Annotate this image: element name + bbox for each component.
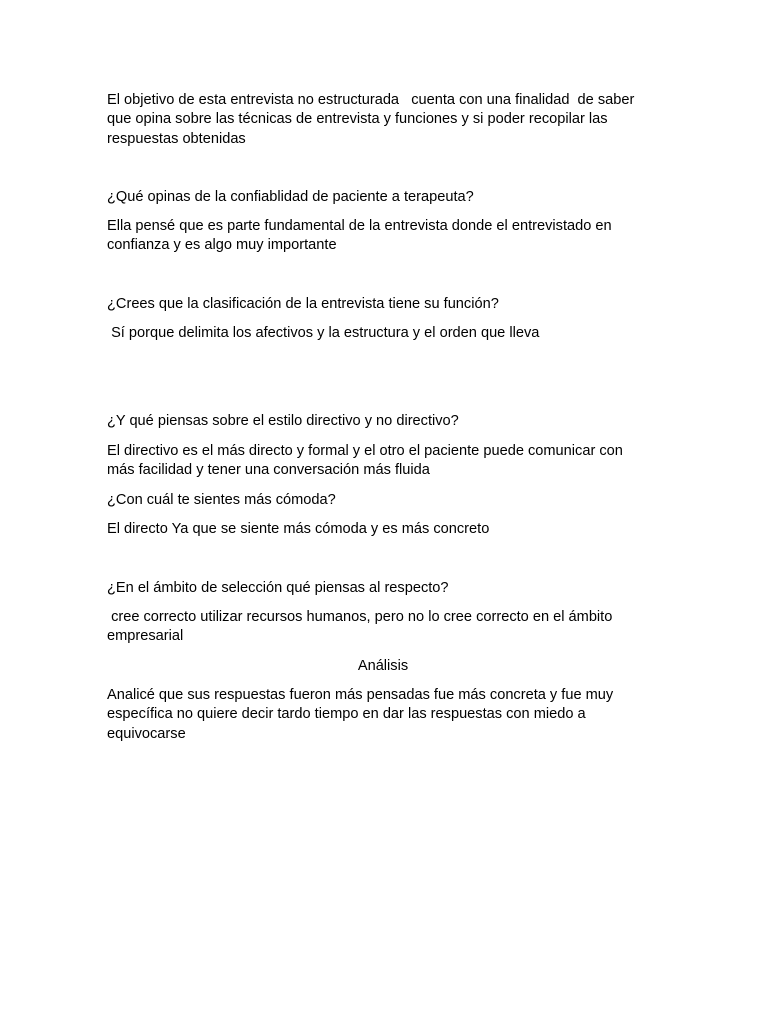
question-2: ¿Crees que la clasificación de la entrevista tiene su función? bbox=[107, 296, 499, 312]
question-5: ¿En el ámbito de selección qué piensas al respecto? bbox=[107, 580, 449, 596]
question-1: ¿Qué opinas de la confiablidad de paciente a terapeuta? bbox=[107, 189, 474, 205]
question-3: ¿Y qué piensas sobre el estilo directivo y no directivo? bbox=[107, 413, 459, 429]
answer-5: cree correcto utilizar recursos humanos, pero no lo cree correcto en el ámbito empresarial bbox=[107, 609, 613, 645]
answer-3: El directivo es el más directo y formal y el otro el paciente puede comunicar con más facilidad y tener una conversación más fluida bbox=[107, 443, 623, 479]
intro-paragraph: El objetivo de esta entrevista no estructurada cuenta con una finalidad de saber que opina sobre las técnicas de entrevista y funciones y si poder recopilar las respuestas obtenidas bbox=[107, 92, 635, 147]
analysis-paragraph: Analicé que sus respuestas fueron más pensadas fue más concreta y fue muy específica no quiere decir tardo tiempo en dar las respuestas con miedo a equivocarse bbox=[107, 687, 614, 742]
answer-4: El directo Ya que se siente más cómoda y es más concreto bbox=[107, 521, 490, 537]
analysis-title: Análisis bbox=[357, 658, 409, 674]
question-4: ¿Con cuál te sientes más cómoda? bbox=[107, 492, 336, 508]
answer-2: Sí porque delimita los afectivos y la estructura y el orden que lleva bbox=[107, 325, 540, 341]
answer-1: Ella pensé que es parte fundamental de la entrevista donde el entrevistado en confianza y es algo muy importante bbox=[107, 218, 612, 254]
